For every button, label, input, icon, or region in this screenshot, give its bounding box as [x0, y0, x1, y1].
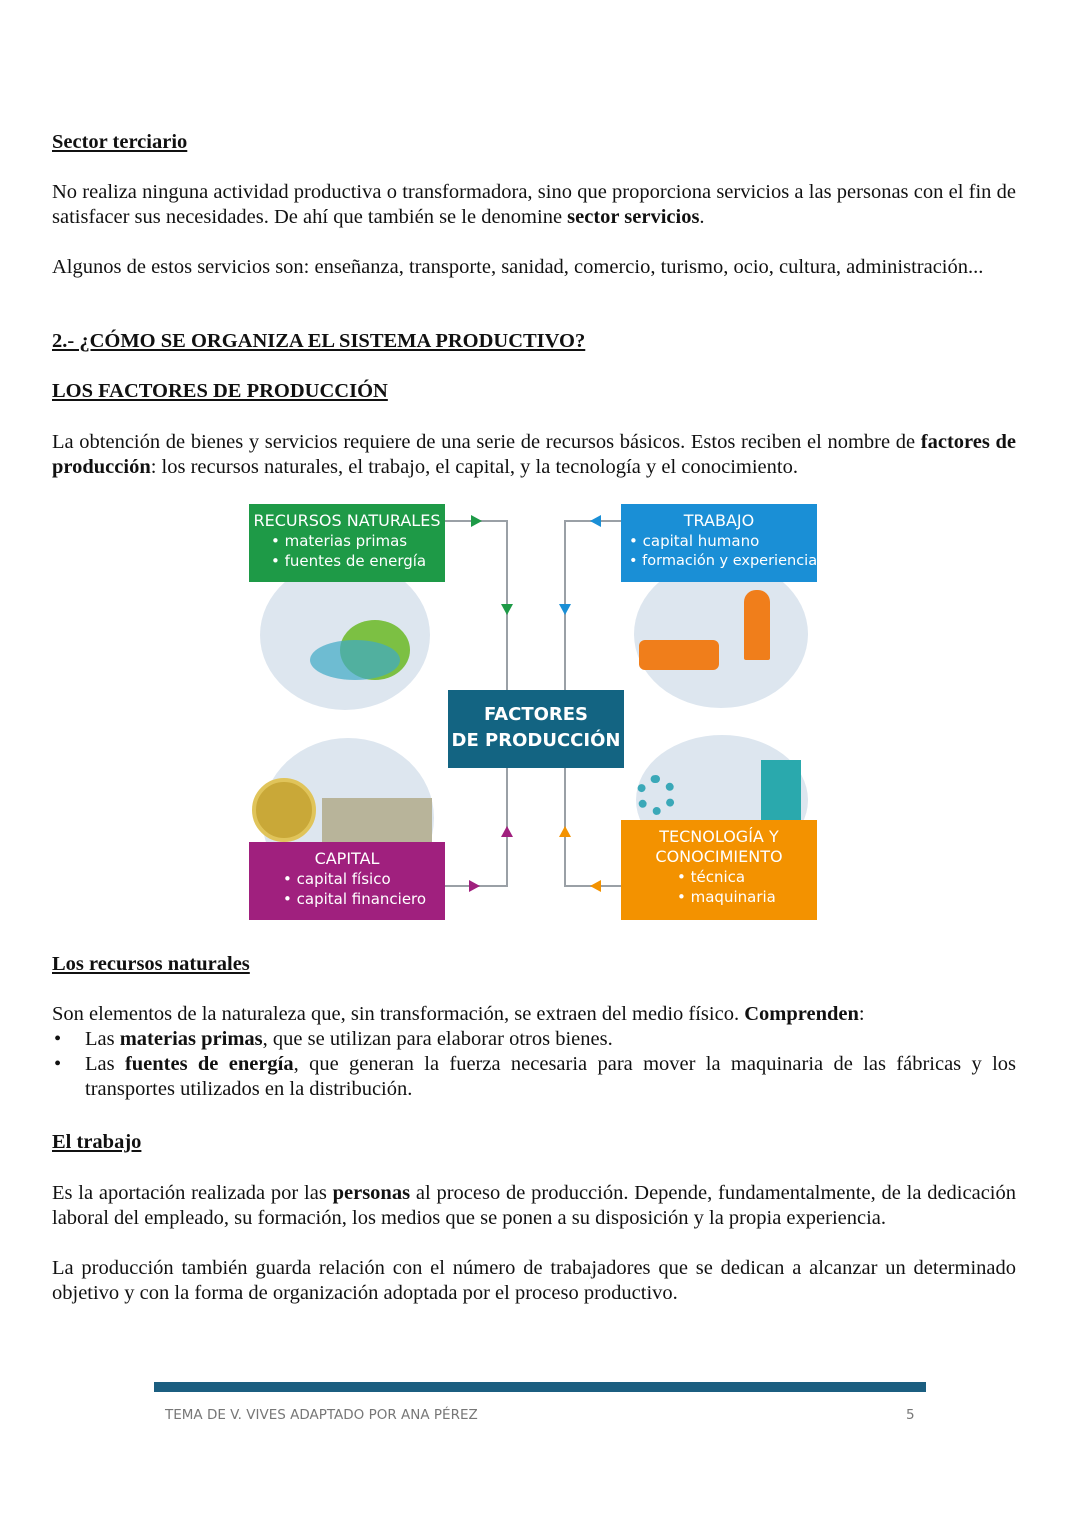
box-item: capital humano: [642, 532, 760, 550]
heading-section-2: 2.- ¿CÓMO SE ORGANIZA EL SISTEMA PRODUCTIVO?: [52, 330, 586, 352]
box-item: capital físico: [296, 870, 391, 888]
heading-factores: LOS FACTORES DE PRODUCCIÓN: [52, 380, 388, 402]
box-factores-produccion: [448, 690, 624, 768]
footer-bar: [154, 1382, 926, 1392]
box-capital: CAPITAL • capital físico • capital financiero: [249, 842, 445, 920]
center-title: FACTORES: [483, 704, 589, 725]
arrow-icon: [590, 515, 601, 527]
bold-text: personas: [332, 1182, 411, 1204]
list-item: • Las materias primas, que se utilizan para elaborar otros bienes.: [52, 1027, 1016, 1052]
list-item: • Las fuentes de energía, que generan la fuerza necesaria para mover la maquinaria de las fábricas y los transportes utilizados en la distribución.: [52, 1052, 1016, 1102]
text: :: [858, 1003, 865, 1025]
text: Son elementos de la naturaleza que, sin transformación, se extraen del medio físico.: [52, 1003, 745, 1025]
box-title: TRABAJO: [683, 511, 755, 530]
bold-text: sector servicios: [567, 206, 700, 228]
arrow-icon: [559, 826, 571, 837]
bold-text: factores de producción: [52, 431, 1016, 478]
box-item: formación y experiencia: [642, 553, 818, 569]
box-title: CAPITAL: [314, 849, 380, 868]
paragraph: La producción también guarda relación con el número de trabajadores que se dedican a alcanzar un determinado objetivo y con la forma de organización adoptada por el proceso productivo.: [52, 1257, 1016, 1304]
paragraph: [52, 180, 1016, 230]
paragraph: Algunos de estos servicios son: enseñanza, transporte, sanidad, comercio, turismo, ocio, cultura, administración...: [52, 256, 984, 278]
box-item: técnica: [690, 868, 746, 886]
text: al proceso de producción. Depende, fundamentalmente, de la dedicación laboral del empleado, su formación, los medios que se ponen a su disposición y la propia experiencia.: [52, 1182, 1016, 1229]
box-item: capital financiero: [296, 890, 427, 908]
heading-trabajo: El trabajo: [52, 1131, 142, 1153]
box-item: maquinaria: [690, 888, 776, 906]
box-recursos-naturales: RECURSOS NATURALES • materias primas • fuentes de energía: [249, 504, 445, 582]
box-tecnologia: TECNOLOGÍA Y CONOCIMIENTO • técnica • maquinaria: [621, 820, 817, 920]
arrow-icon: [471, 515, 482, 527]
arrow-icon: [590, 880, 601, 892]
paragraph: [52, 430, 1016, 480]
heading-recursos-naturales: Los recursos naturales: [52, 953, 250, 975]
bold-text: Comprenden: [744, 1003, 859, 1025]
paragraph: [52, 1181, 1016, 1231]
page-number: 5: [906, 1407, 915, 1423]
arrow-icon: [559, 604, 571, 615]
workers-illustration: [634, 560, 808, 708]
arrow-icon: [501, 826, 513, 837]
center-title: DE PRODUCCIÓN: [451, 730, 621, 751]
arrow-icon: [469, 880, 480, 892]
text: No realiza ninguna actividad productiva o transformadora, sino que proporciona servicios a las personas con el fin de satisfacer sus necesidades. De ahí que también se le denomine: [52, 181, 1016, 228]
box-item: materias primas: [284, 532, 408, 550]
text: : los recursos naturales, el trabajo, el capital, y la tecnología y el conocimiento.: [150, 456, 798, 478]
paragraph: [52, 1002, 1016, 1102]
bullet-list: [52, 1027, 1016, 1102]
footer-text: TEMA DE V. VIVES ADAPTADO POR ANA PÉREZ: [165, 1407, 478, 1423]
arrow-icon: [501, 604, 513, 615]
text: La obtención de bienes y servicios requiere de una serie de recursos básicos. Estos reciben el nombre de: [52, 431, 921, 453]
text: Es la aportación realizada por las: [52, 1182, 333, 1204]
text: .: [699, 206, 705, 228]
box-title: TECNOLOGÍA Y: [659, 827, 779, 846]
box-trabajo: TRABAJO • capital humano • formación y experiencia: [621, 504, 817, 582]
box-title: RECURSOS NATURALES: [253, 511, 441, 530]
heading-sector-terciario: Sector terciario: [52, 131, 188, 153]
box-item: fuentes de energía: [284, 552, 427, 570]
nature-illustration: [260, 560, 430, 710]
box-title: CONOCIMIENTO: [655, 847, 783, 866]
